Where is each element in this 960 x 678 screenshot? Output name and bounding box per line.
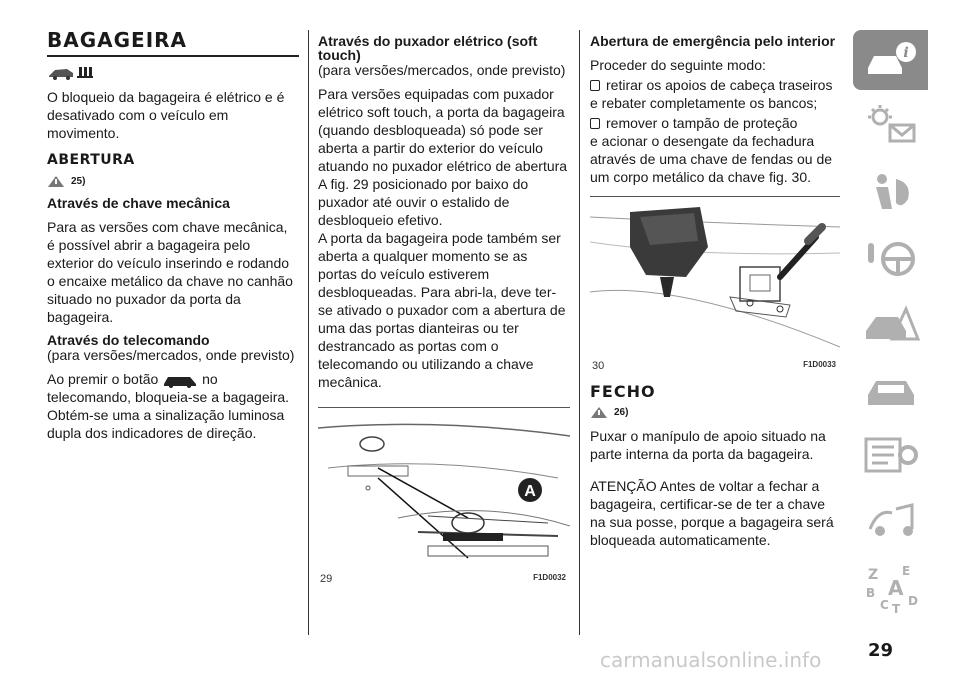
column-3: [590, 28, 840, 556]
column-divider-1: [308, 30, 309, 635]
car-lock-button-icon: [162, 372, 198, 388]
electric-handle-subtitle: (para versões/mercados, onde previsto): [318, 62, 566, 78]
tab-car-info[interactable]: [853, 30, 928, 90]
safety-airbag-icon: [862, 169, 920, 215]
figure-30-caption: [590, 358, 840, 372]
svg-text:i: i: [902, 45, 909, 61]
warning-hand-icon: [590, 405, 608, 419]
index-letter-b: B: [865, 586, 875, 600]
closing-warning-ref: [590, 405, 840, 419]
column-1: [47, 28, 299, 449]
closing-warning-number: 26): [614, 406, 629, 418]
closing-text: Puxar o manípulo de apoio situado na parte interna da porta da bagageira.: [590, 428, 826, 462]
remote-subtitle: (para versões/mercados, onde previsto): [47, 347, 295, 363]
electric-handle-text-1: Para versões equipadas com puxador elétrico soft touch, a porta da bagageira (quando desbloqueada) só pode ser aberta a partir do exterior do veículo atuando no puxador elétrico de abertura A fig. 29 posicionado por baixo do puxador até ouvir o estalido de desbloqueio efetivo.: [318, 86, 568, 228]
title-rule: [47, 55, 299, 57]
page-title: BAGAGEIRA: [47, 28, 188, 52]
tab-steering[interactable]: [853, 228, 928, 288]
closing-heading: FECHO: [590, 382, 656, 401]
checkbox-bullet-icon: [590, 80, 600, 91]
column-divider-2: [579, 30, 580, 635]
technical-data-icon: [862, 433, 920, 479]
tailgate-handle-illustration: [318, 408, 570, 566]
electric-handle-heading: Através do puxador elétrico (soft touch): [318, 33, 538, 63]
index-letter-e: E: [901, 564, 910, 578]
lock-release-illustration: [590, 197, 840, 353]
remote-text: telecomando, bloqueia-se a bagageira. Obtém-se uma a sinalização luminosa dupla dos indicadores de direção.: [47, 389, 290, 442]
tab-emergency[interactable]: [853, 294, 928, 354]
figure-29-caption: [318, 571, 570, 585]
trunk-lock-icon: [47, 63, 299, 86]
intro-text: O bloqueio da bagageira é elétrico e é desativado com o veículo em movimento.: [47, 89, 285, 141]
warning-ref-number: 25): [71, 175, 86, 187]
watermark: carmanualsonline.info: [600, 648, 822, 672]
remote-pre: Ao premir o botão: [47, 371, 159, 387]
multimedia-icon: [862, 499, 920, 545]
figure-30: [590, 196, 840, 372]
car-maintenance-icon: [862, 367, 920, 413]
mechanical-key-heading: Através de chave mecânica: [47, 195, 230, 211]
emergency-intro: Proceder do seguinte modo:: [590, 57, 766, 73]
callout-a: A: [524, 483, 536, 500]
mechanical-key-text: Para as versões com chave mecânica, é possível abrir a bagageira pelo exterior do veículo inserindo e rodando o encaixe metálico da chave no canhão situado no puxador da porta da bagageira.: [47, 219, 293, 325]
tab-multimedia[interactable]: [853, 492, 928, 552]
tab-index[interactable]: [853, 558, 928, 618]
steering-wheel-icon: [862, 235, 920, 281]
index-letter-z: Z: [867, 567, 878, 583]
emergency-heading: Abertura de emergência pelo interior: [590, 33, 836, 49]
tab-warning-lights[interactable]: [853, 96, 928, 156]
car-info-icon: [862, 40, 920, 80]
index-letter-t: T: [891, 602, 900, 613]
remote-post: no: [202, 371, 218, 387]
tab-maintenance[interactable]: [853, 360, 928, 420]
checkbox-bullet-icon: [590, 118, 600, 129]
warning-hand-icon: [47, 174, 65, 188]
warning-lights-icon: [862, 103, 920, 149]
index-letter-d: D: [907, 594, 918, 608]
column-2: [318, 28, 570, 585]
emergency-step-1-text: retirar os apoios de cabeça traseiros e rebater completamente os bancos;: [590, 77, 833, 111]
page-number: 29: [868, 640, 894, 661]
emergency-step-2b-text: e acionar o desengate da fechadura através de uma chave de fendas ou de um corpo metálico da chave fig. 30.: [590, 133, 833, 185]
index-letter-c: C: [879, 598, 889, 612]
figure-29-code: F1D0032: [533, 573, 566, 582]
tab-technical-data[interactable]: [853, 426, 928, 486]
figure-29-number: 29: [320, 573, 333, 585]
section-heading-opening: ABERTURA: [47, 152, 135, 168]
emergency-step-1: [590, 76, 840, 112]
chapter-sidebar: [853, 30, 928, 624]
index-icon: [862, 563, 920, 613]
attention-text: ATENÇÃO Antes de voltar a fechar a bagageira, certificar-se de ter a chave na sua posse, porque a bagageira será bloqueada automaticamente.: [590, 478, 834, 548]
tab-safety[interactable]: [853, 162, 928, 222]
figure-30-code: F1D0033: [803, 360, 836, 369]
figure-29: [318, 407, 570, 585]
emergency-step-2a-text: remover o tampão de proteção: [606, 115, 798, 131]
remote-line: [47, 370, 299, 388]
emergency-step-2: [590, 114, 840, 186]
electric-handle-text-2: A porta da bagageira pode também ser aberta a qualquer momento se as portas do veículo estiverem desbloqueadas. Para abri-la, deve ter-se ativado o puxador com a abertura de uma das portas dianteiras ou ter destrancado as portas com o telecomando ou utilizando a chave mecânica.: [318, 230, 566, 390]
figure-30-number: 30: [592, 360, 605, 372]
warning-ref: [47, 174, 299, 188]
remote-heading: Através do telecomando: [47, 332, 210, 348]
emergency-icon: [862, 301, 920, 347]
index-letter-a: A: [887, 576, 903, 600]
